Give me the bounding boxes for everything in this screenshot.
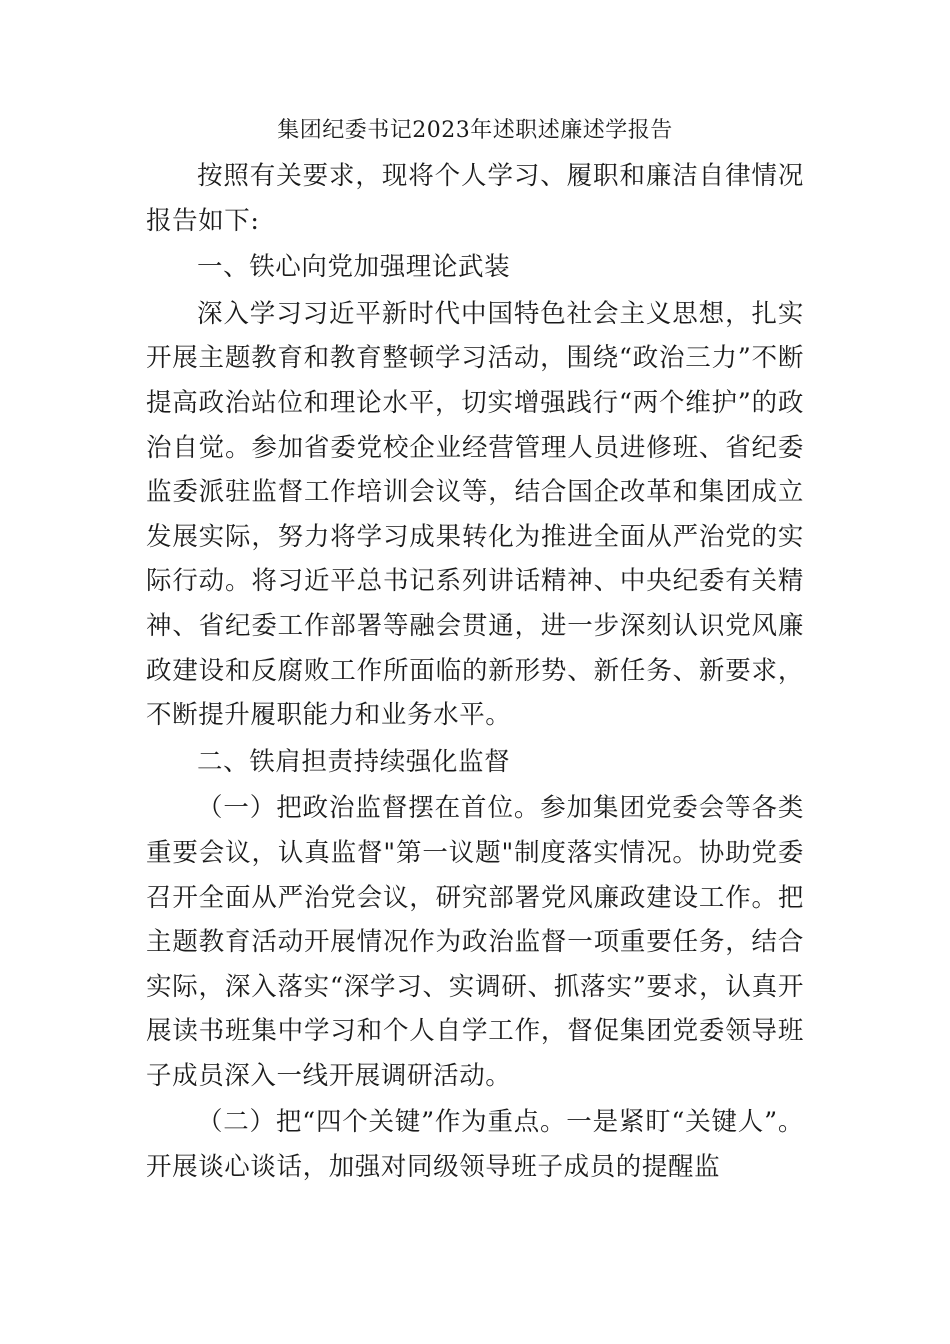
section-1-paragraph: 深入学习习近平新时代中国特色社会主义思想，扎实开展主题教育和教育整顿学习活动，围绕“政治三力”不断提高政治站位和理论水平，切实增强践行“两个维护”的政治自觉。参加省委党校企业经营管理人员进修班、省纪委监委派驻监督工作培训会议等，结合国企改革和集团成立发展实际，努力将学习成果转化为推进全面从严治党的实际行动。将习近平总书记系列讲话精神、中央纪委有关精神、省纪委工作部署等融会贯通，进一步深刻认识党风廉政建设和反腐败工作所面临的新形势、新任务、新要求，不断提升履职能力和业务水平。 bbox=[146, 298, 804, 731]
document-title: 集团纪委书记2023年述职述廉述学报告 bbox=[277, 118, 673, 143]
document-page bbox=[146, 112, 804, 1190]
section-2-heading: 二、铁肩担责持续强化监督 bbox=[197, 746, 511, 777]
section-1-heading: 一、铁心向党加强理论武装 bbox=[197, 252, 511, 283]
intro-paragraph: 按照有关要求，现将个人学习、履职和廉洁自律情况报告如下: bbox=[146, 161, 804, 236]
section-2-paragraph-2: （二）把“四个关键”作为重点。一是紧盯“关键人”。开展谈心谈话，加强对同级领导班子成员的提醒监 bbox=[146, 1107, 804, 1183]
section-2-paragraph-1: （一）把政治监督摆在首位。参加集团党委会等各类重要会议，认真监督"第一议题"制度落实情况。协助党委召开全面从严治党会议，研究部署党风廉政建设工作。把主题教育活动开展情况作为政治监督一项重要任务，结合实际，深入落实“深学习、实调研、抓落实”要求，认真开展读书班集中学习和个人自学工作，督促集团党委领导班子成员深入一线开展调研活动。 bbox=[146, 793, 804, 1091]
